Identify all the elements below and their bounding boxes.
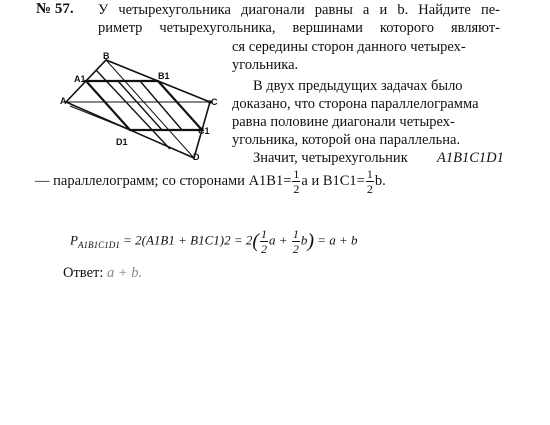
sides-text: — параллелограмм; со сторонами A1B1= [35, 172, 292, 189]
label-d1: D1 [116, 137, 128, 147]
parallelogram-a1b1c1d1 [86, 81, 202, 130]
quad-name: A1B1C1D1 [437, 150, 504, 166]
statement-line-3: ся середины сторон данного четырех- [232, 39, 466, 55]
parallelogram-sides-line [35, 168, 386, 195]
label-c: C [211, 97, 218, 107]
solution-line-2: доказано, что сторона параллелограмма [232, 96, 479, 112]
problem-number: № 57. [36, 1, 74, 17]
label-a: A [60, 96, 67, 106]
label-c1: C1 [198, 126, 210, 136]
quadrilateral-abcd [66, 60, 210, 158]
solution-line-1: В двух предыдущих задачах было [253, 78, 463, 94]
answer-value: a + b. [107, 265, 143, 281]
answer-line [63, 265, 142, 282]
quadrilateral-figure [58, 50, 228, 165]
and-text: и B1C1= [311, 172, 365, 189]
label-a1: A1 [74, 74, 86, 84]
label-d: D [193, 152, 200, 162]
solution-line-3: равна половине диагонали четырех- [232, 114, 455, 130]
perimeter-formula: $P_{A1B1C1D1} = 2(A1B1 + B1C1)2 = 2$( $\frac{1}{2}$ a + $\frac{1}{2}$ b) = a + b [70, 227, 358, 256]
side-b: b. [374, 172, 386, 189]
label-b: B [103, 51, 110, 61]
statement-line-2: риметр четырехугольника, вершинами которого являют- [98, 20, 500, 36]
half-fraction-1: $\frac{1}{2}$ [293, 167, 300, 196]
label-b1: B1 [158, 71, 170, 81]
half-fraction-2: $\frac{1}{2}$ [366, 167, 373, 196]
therefore-text: Значит, четырехугольник [253, 150, 408, 166]
side-a: a [301, 172, 308, 189]
hatch-line-4 [70, 106, 130, 130]
answer-label: Ответ: [63, 265, 104, 281]
statement-line-1: У четырехугольника диагонали равны a и b. Найдите пе- [98, 2, 500, 18]
statement-line-4: угольника. [232, 57, 299, 73]
solution-line-4: угольника, которой она параллельна. [232, 132, 461, 148]
